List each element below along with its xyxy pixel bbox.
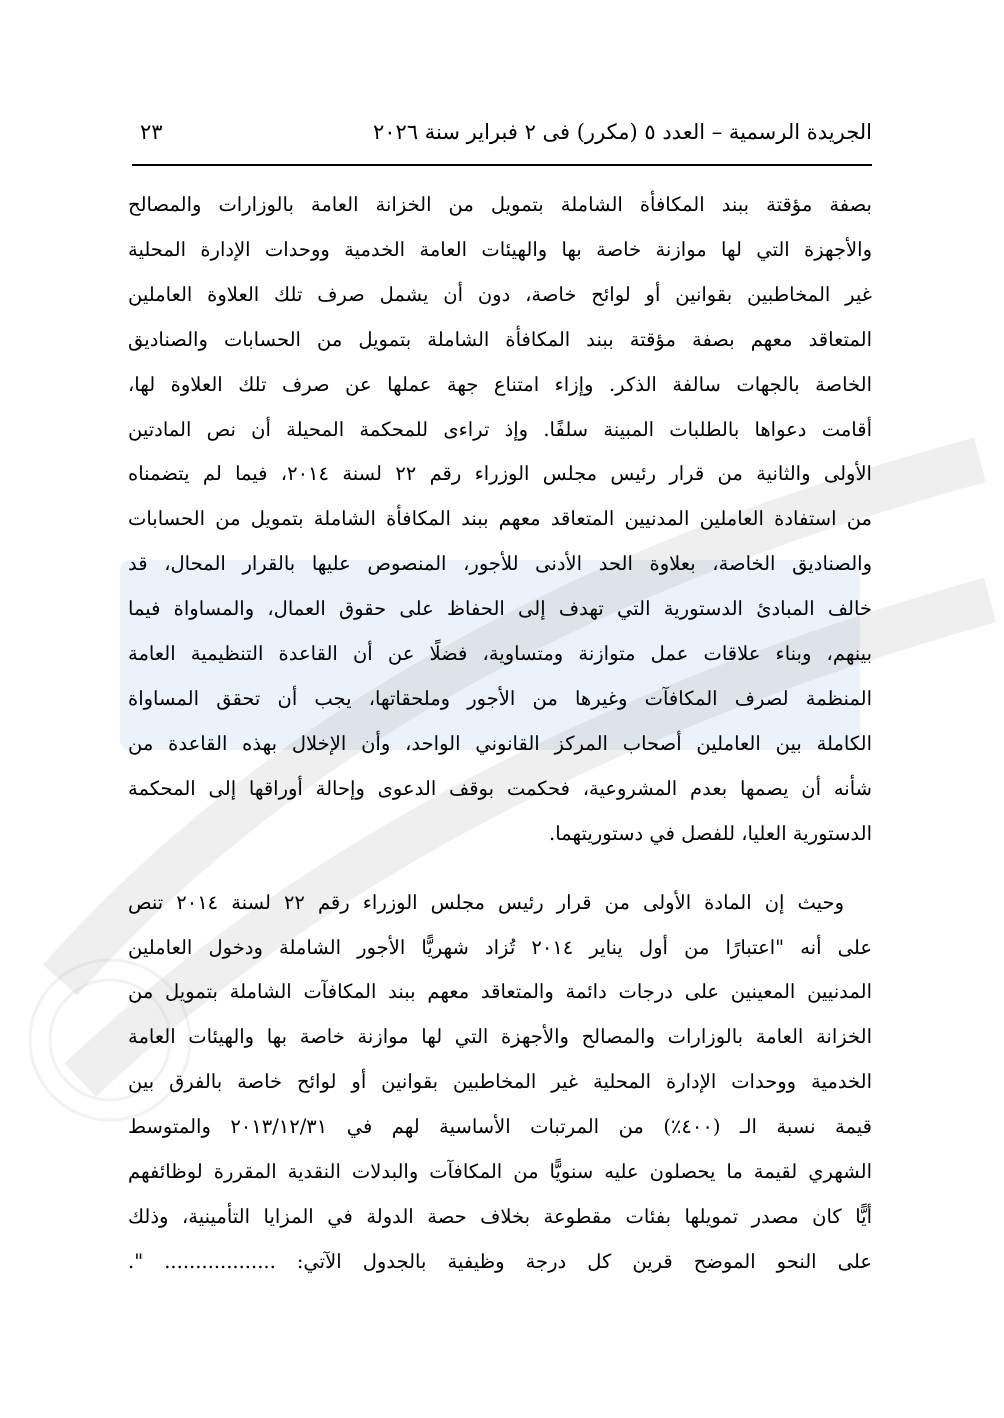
text-line: الدستورية العليا، للفصل في دستوريتهما.: [549, 821, 872, 845]
text-line: بصفة مؤقتة ببند المكافأة الشاملة بتمويل من الخزانة العامة بالوزارات والمصالح: [128, 193, 872, 216]
text-line: غير المخاطبين بقوانين أو لوائح خاصة، دون أن يشمل صرف تلك العلاوة العاملين: [128, 282, 872, 306]
page-number: ٢٣: [140, 120, 163, 144]
text-line: الخزانة العامة بالوزارات والمصالح والأجهزة التي لها موازنة خاصة بها والهيئات العامة: [128, 1025, 872, 1049]
text-line: والصناديق الخاصة، بعلاوة الحد الأدنى للأجور، المنصوص عليها بالقرار المحال، قد: [128, 552, 872, 576]
paragraph-2: [128, 881, 872, 1285]
paragraph-1: [128, 183, 872, 857]
text-line: المتعاقد معهم بصفة مؤقتة ببند المكافأة الشاملة بتمويل من الحسابات والصناديق: [128, 327, 872, 351]
text-line: على أنه "اعتبارًا من أول يناير ٢٠١٤ تُزاد شهريًّا الأجور الشاملة ودخول العاملين: [128, 935, 872, 959]
text-line: والأجهزة التي لها موازنة خاصة بها والهيئات العامة الخدمية ووحدات الإدارة المحلية: [128, 237, 872, 261]
text-line: الأولى والثانية من قرار رئيس مجلس الوزراء رقم ٢٢ لسنة ٢٠١٤، فيما لم يتضمناه: [128, 462, 872, 486]
body-text: [128, 183, 872, 1285]
text-line: الكاملة بين العاملين أصحاب المركز القانوني الواحد، وأن الإخلال بهذه القاعدة من: [128, 731, 872, 755]
text-line: أقامت دعواها بالطلبات المبينة سلفًا. وإذ تراءى للمحكمة المحيلة أن نص المادتين: [128, 417, 872, 441]
text-line: شأنه أن يصمها بعدم المشروعية، فحكمت بوقف الدعوى وإحالة أوراقها إلى المحكمة: [128, 776, 872, 800]
text-line: من استفادة العاملين المدنيين المتعاقد معهم ببند المكافأة الشاملة بتمويل من الحسابات: [128, 507, 872, 531]
text-line: خالف المبادئ الدستورية التي تهدف إلى الحفاظ على حقوق العمال، والمساواة فيما: [128, 597, 872, 621]
text-line: أيًّا كان مصدر تمويلها بفئات مقطوعة بخلاف حصة الدولة في المزايا التأمينية، وذلك: [128, 1204, 872, 1228]
text-line: المدنيين المعينين على درجات دائمة والمتعاقد معهم ببند المكافآت الشاملة بتمويل من: [128, 980, 872, 1004]
header-divider: [132, 164, 872, 166]
text-line: المنظمة لصرف المكافآت وغيرها من الأجور وملحقاتها، يجب أن تحقق المساواة: [128, 686, 872, 710]
text-line: بينهم، وبناء علاقات عمل متوازنة ومتساوية، فضلًا عن أن القاعدة التنظيمية العامة: [128, 642, 872, 666]
text-line: على النحو الموضح قرين كل درجة وظيفية بالجدول الآتي: .................. ".: [128, 1249, 872, 1273]
text-line: الخاصة بالجهات سالفة الذكر. وإزاء امتناع جهة عملها عن صرف تلك العلاوة لها،: [128, 372, 872, 396]
text-line: قيمة نسبة الـ (٤٠٠٪) من المرتبات الأساسية لهم في ٢٠١٣/١٢/٣١ والمتوسط: [128, 1115, 872, 1139]
text-line: الخدمية ووحدات الإدارة المحلية غير المخاطبين بقوانين أو لوائح خاصة بالفرق بين: [128, 1070, 872, 1094]
page-header: [132, 112, 872, 152]
text-line: الشهري لقيمة ما يحصلون عليه سنويًّا من المكافآت والبدلات النقدية المقررة لوظائفهم: [128, 1160, 872, 1184]
header-title: الجريدة الرسمية – العدد ٥ (مكرر) فى ٢ فبراير سنة ٢٠٢٦: [372, 120, 872, 144]
text-line: وحيث إن المادة الأولى من قرار رئيس مجلس الوزراء رقم ٢٢ لسنة ٢٠١٤ تنص: [128, 890, 845, 914]
